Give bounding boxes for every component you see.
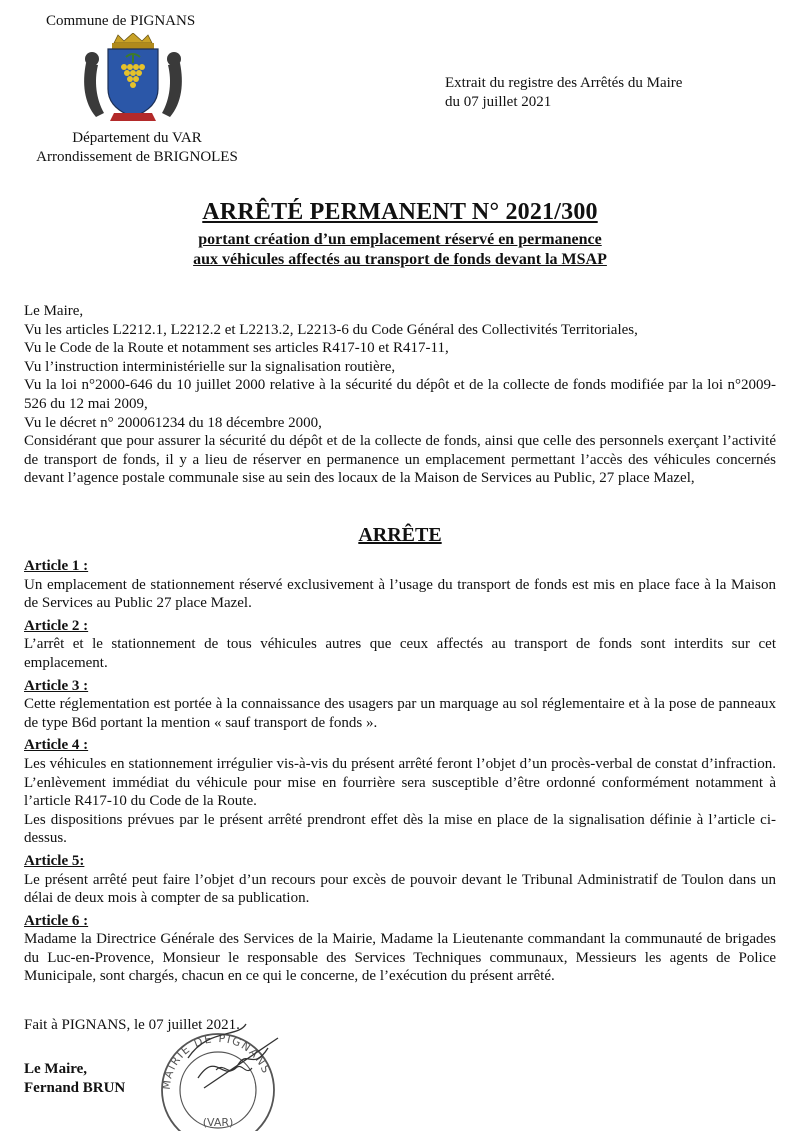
preamble-line: Vu le Code de la Route et notamment ses articles R417-10 et R417-11, bbox=[24, 340, 449, 357]
article-1 bbox=[24, 557, 776, 613]
article-text: Les dispositions prévues par le présent arrêté prendront effet dès la mise en place de la signalisation définie à l’article ci-dessus. bbox=[24, 811, 776, 847]
document-title: ARRÊTÉ PERMANENT N° 2021/300 bbox=[202, 199, 598, 225]
article-heading: Article 3 : bbox=[24, 677, 89, 694]
arrete-heading: ARRÊTE bbox=[358, 524, 442, 546]
article-heading: Article 2 : bbox=[24, 617, 89, 634]
signer-title: Le Maire, bbox=[24, 1061, 88, 1077]
article-heading: Article 1 : bbox=[24, 558, 89, 574]
town-hall-stamp bbox=[128, 1018, 308, 1131]
document-subtitle-line-2: aux véhicules affectés au transport de fonds devant la MSAP bbox=[193, 251, 607, 268]
article-text: Les véhicules en stationnement irrégulier vis-à-vis du présent arrêté feront l’objet d’un procès-verbal de constat d’infraction. L’enlèvement immédiat du véhicule pour mise en fourrière sera susceptible d’être ordonné conformément notamment à l’article R417-10 du Code de la Route. bbox=[24, 755, 776, 810]
article-2 bbox=[24, 617, 776, 673]
article-heading: Article 6 : bbox=[24, 912, 89, 929]
place-and-date: Fait à PIGNANS, le 07 juillet 2021. bbox=[24, 1017, 240, 1033]
preamble bbox=[24, 302, 776, 488]
arrondissement-name: Arrondissement de BRIGNOLES bbox=[36, 149, 238, 165]
articles-section bbox=[24, 557, 776, 988]
signature-block bbox=[24, 1060, 125, 1098]
preamble-line: Considérant que pour assurer la sécurité du dépôt et de la collecte de fonds, ainsi que celle des personnels exerçant l’activité de transport de fonds, il y a lieu de réserver en permanence un emplacement permettant l’accès des véhicules concernés devant l’agence postale communale sise au sein des locaux de la Maison de Services au Public, 27 place Mazel, bbox=[24, 433, 776, 487]
preamble-line: Vu les articles L2212.1, L2212.2 et L2213.2, L2213-6 du Code Général des Collectivités Territoriales, bbox=[24, 321, 638, 338]
preamble-line: Vu la loi n°2000-646 du 10 juillet 2000 relative à la sécurité du dépôt et de la collecte de fonds modifiée par la loi n°2009-526 du 12 mai 2009, bbox=[24, 377, 776, 412]
article-text: Un emplacement de stationnement réservé exclusivement à l’usage du transport de fonds est mis en place face à la Maison de Services au Public 27 place Mazel. bbox=[24, 576, 776, 612]
extract-line-1: Extrait du registre des Arrêtés du Maire bbox=[445, 75, 683, 91]
preamble-line: Vu l’instruction interministérielle sur la signalisation routière, bbox=[24, 358, 396, 375]
document-subtitle-line-1: portant création d’un emplacement réservé en permanence bbox=[198, 231, 602, 248]
department-name: Département du VAR bbox=[72, 130, 202, 146]
preamble-line: Vu le décret n° 200061234 du 18 décembre 2000, bbox=[24, 414, 322, 431]
coat-of-arms-logo bbox=[78, 33, 188, 125]
article-6 bbox=[24, 912, 776, 986]
article-4 bbox=[24, 736, 776, 848]
preamble-line: Le Maire, bbox=[24, 303, 84, 319]
svg-text:(VAR): (VAR) bbox=[202, 1116, 234, 1129]
registry-extract bbox=[445, 74, 682, 112]
article-heading: Article 5: bbox=[24, 852, 85, 869]
svg-text:MAIRIE DE PIGNANS: MAIRIE DE PIGNANS bbox=[159, 1031, 274, 1091]
extract-line-2: du 07 juillet 2021 bbox=[445, 94, 552, 110]
article-text: Le présent arrêté peut faire l’objet d’un recours pour excès de pouvoir devant le Tribunal Administratif de Toulon dans un délai de deux mois à compter de sa publication. bbox=[24, 871, 776, 907]
department-block bbox=[20, 129, 254, 167]
commune-name: Commune de PIGNANS bbox=[46, 13, 196, 29]
article-text: Cette réglementation est portée à la connaissance des usagers par un marquage au sol réglementaire et à la pose de panneaux de type B6d portant la mention « sauf transport de fonds ». bbox=[24, 696, 776, 731]
article-heading: Article 4 : bbox=[24, 737, 89, 754]
article-5 bbox=[24, 852, 776, 908]
article-text: L’arrêt et le stationnement de tous véhicules autres que ceux affectés au transport de fonds sont interdits sur cet emplacement. bbox=[24, 636, 776, 671]
signer-name: Fernand BRUN bbox=[24, 1080, 126, 1096]
article-3 bbox=[24, 677, 776, 733]
article-text: Madame la Directrice Générale des Services de la Mairie, Madame la Lieutenante commandant la communauté de brigades du Luc-en-Provence, Monsieur le responsable des Services Techniques communaux, Messieurs les agents de Police Municipale, sont chargés, chacun en ce qui le concerne, de l’exécution du présent arrêté. bbox=[24, 931, 776, 985]
